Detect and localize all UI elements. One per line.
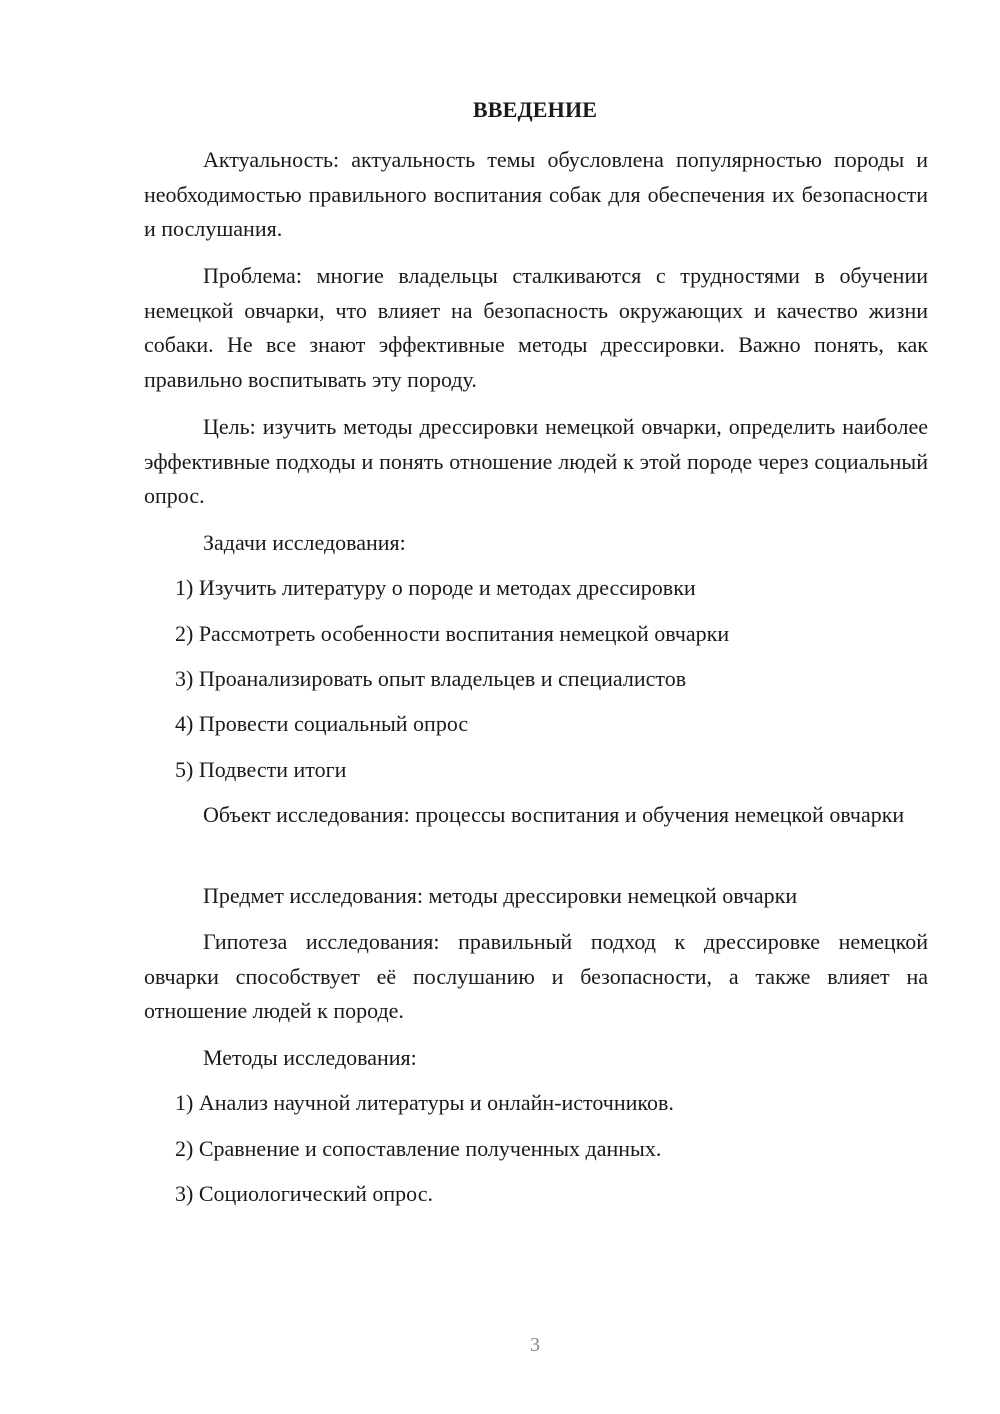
paragraph-problem: Проблема: многие владельцы сталкиваются с трудностями в обучении немецкой овчарки, что влияет на безопасность окружающих и качество жизни собаки. Не все знают эффективные методы дрессировки. Важно понять, как правильно воспитывать эту породу. bbox=[144, 263, 928, 392]
task-item: 4) Провести социальный опрос bbox=[175, 711, 469, 736]
method-item: 2) Сравнение и сопоставление полученных данных. bbox=[175, 1136, 662, 1161]
task-item: 2) Рассмотреть особенности воспитания немецкой овчарки bbox=[175, 621, 730, 646]
page-number: 3 bbox=[530, 1334, 540, 1356]
task-item: 5) Подвести итоги bbox=[175, 757, 347, 782]
task-item: 3) Проанализировать опыт владельцев и специалистов bbox=[175, 666, 687, 691]
method-item: 1) Анализ научной литературы и онлайн-источников. bbox=[175, 1090, 674, 1115]
paragraph-hypothesis: Гипотеза исследования: правильный подход к дрессировке немецкой овчарки способствует её послушанию и безопасности, а также влияет на отношение людей к породе. bbox=[144, 929, 928, 1023]
subject-line: Предмет исследования: методы дрессировки немецкой овчарки bbox=[203, 883, 798, 908]
methods-title: Методы исследования: bbox=[203, 1045, 417, 1070]
tasks-title: Задачи исследования: bbox=[203, 530, 406, 555]
paragraph-object: Объект исследования: процессы воспитания и обучения немецкой овчарки bbox=[203, 802, 905, 827]
section-heading: ВВЕДЕНИЕ bbox=[472, 97, 598, 122]
task-item: 1) Изучить литературу о породе и методах дрессировки bbox=[175, 575, 696, 600]
method-item: 3) Социологический опрос. bbox=[175, 1181, 433, 1206]
paragraph-relevance: Актуальность: актуальность темы обусловлена популярностью породы и необходимостью правильного воспитания собак для обеспечения их безопасности и послушания. bbox=[144, 147, 928, 241]
paragraph-goal: Цель: изучить методы дрессировки немецкой овчарки, определить наиболее эффективные подходы и понять отношение людей к этой породе через социальный опрос. bbox=[144, 414, 928, 508]
